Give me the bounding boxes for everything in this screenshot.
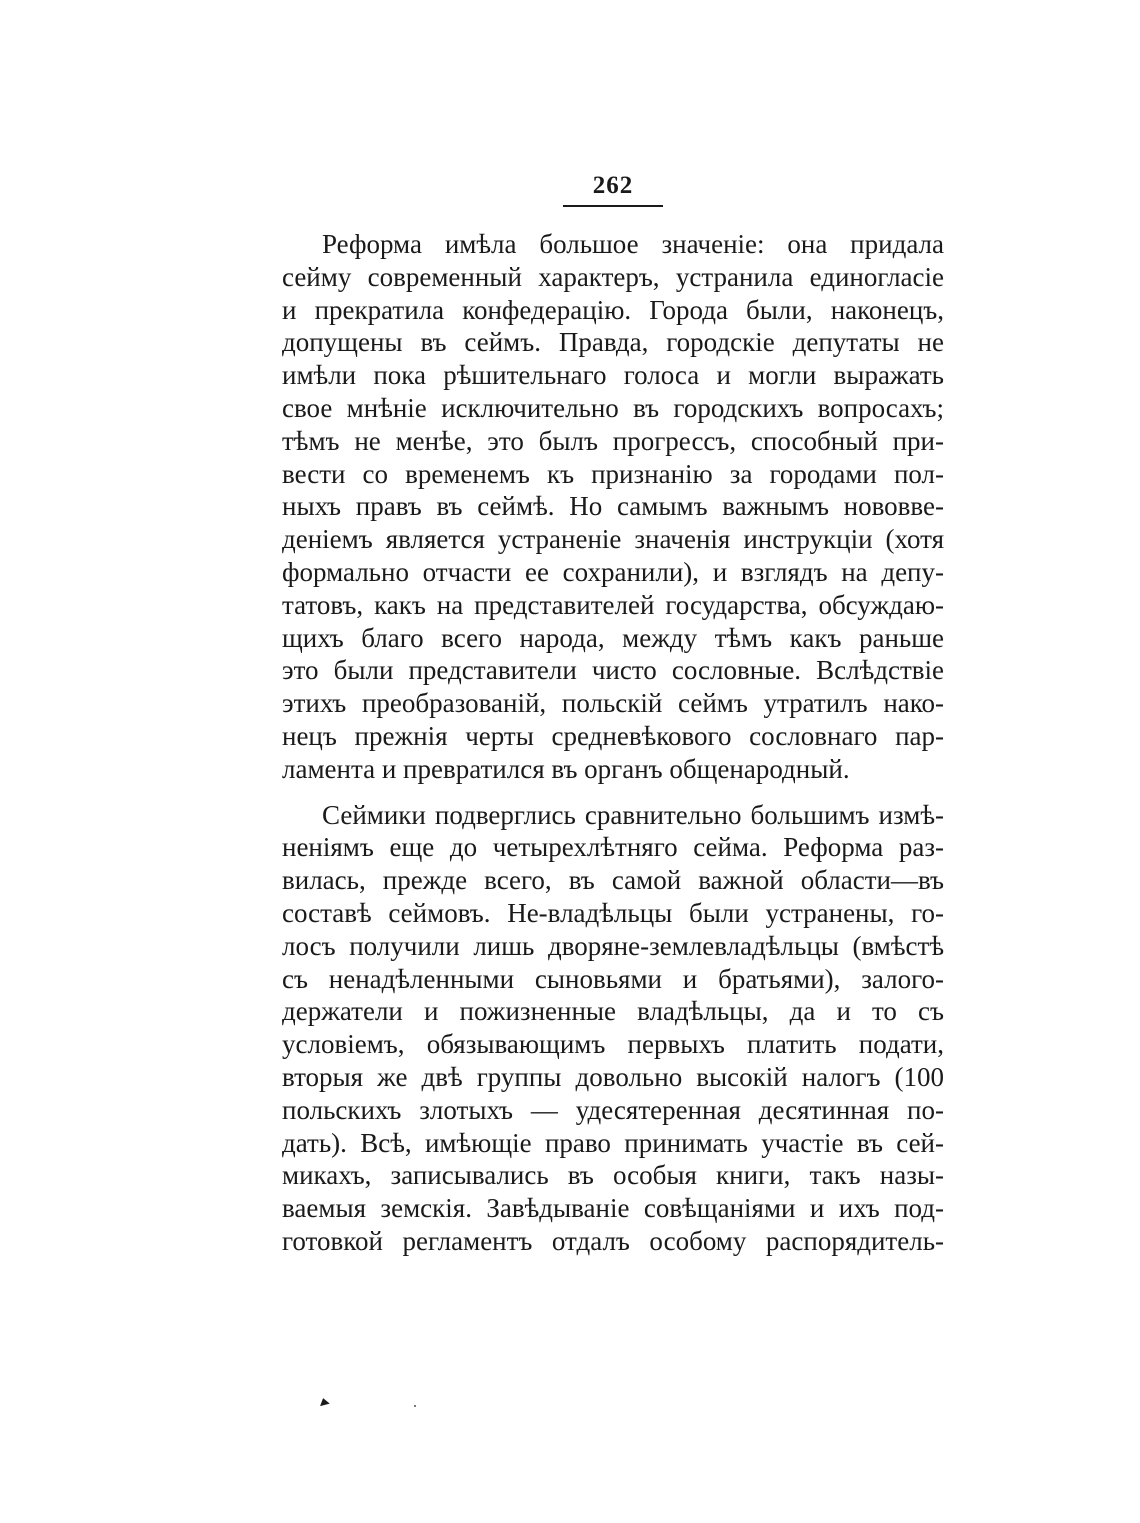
text-line: составѣ сеймовъ. Не-владѣльцы были устранены, го-	[282, 897, 944, 928]
paragraph	[282, 228, 944, 786]
text-line: условіемъ, обязывающимъ первыхъ платить подати,	[282, 1029, 944, 1060]
text-line: сейму современный характеръ, устранила единогласіе	[282, 261, 944, 292]
text-line: ваемыя земскія. Завѣдываніе совѣщаніями и ихъ под-	[282, 1193, 944, 1224]
text-line: формально отчасти ее сохранили), и взглядъ на депу-	[282, 556, 944, 587]
text-line: нецъ прежнія черты средневѣкового сословнаго пар-	[282, 720, 944, 751]
page-number-rule	[563, 205, 663, 207]
text-line: имѣли пока рѣшительнаго голоса и могли выражать	[282, 360, 944, 391]
text-line: микахъ, записывались въ особыя книги, такъ назы-	[282, 1160, 944, 1191]
text-line: татовъ, какъ на представителей государства, обсуждаю-	[282, 589, 944, 620]
text-line: свое мнѣніе исключительно въ городскихъ вопросахъ;	[282, 392, 944, 423]
text-line: держатели и пожизненные владѣльцы, да и то съ	[282, 996, 944, 1027]
paragraph	[282, 799, 944, 1258]
text-line: съ ненадѣленными сыновьями и братьями), залого-	[282, 963, 944, 994]
scan-artifact-dot	[414, 1405, 416, 1407]
text-line: ныхъ правъ въ сеймѣ. Но самымъ важнымъ нововве-	[282, 491, 944, 522]
text-line: готовкой регламентъ отдалъ особому распорядитель-	[282, 1225, 944, 1256]
text-line: вилась, прежде всего, въ самой важной области—въ	[282, 865, 944, 896]
text-line: деніемъ является устраненіе значенія инструкціи (хотя	[282, 524, 944, 555]
body-text	[282, 228, 944, 1258]
text-line: вести со временемъ къ признанію за городами пол-	[282, 458, 944, 489]
text-line: ламента и превратился въ органъ общенародный.	[282, 753, 850, 784]
page-number: 262	[592, 172, 634, 199]
text-line: допущены въ сеймъ. Правда, городскіе депутаты не	[282, 327, 944, 358]
scan-artifact-mark	[318, 1397, 329, 1406]
text-line: неніямъ еще до четырехлѣтняго сейма. Реформа раз-	[282, 832, 944, 863]
text-line: лосъ получили лишь дворяне-землевладѣльцы (вмѣстѣ	[282, 930, 944, 961]
text-line: тѣмъ не менѣе, это былъ прогрессъ, способный при-	[282, 425, 944, 456]
text-line: это были представители чисто сословные. Вслѣдствіе	[282, 655, 944, 686]
text-line: этихъ преобразованій, польскій сеймъ утратилъ нако-	[282, 688, 944, 719]
text-line: Реформа имѣла большое значеніе: она придала	[322, 229, 944, 259]
text-line: вторыя же двѣ группы довольно высокій налогъ (100	[282, 1061, 944, 1092]
paragraph-gap	[282, 786, 944, 799]
text-line: щихъ благо всего народа, между тѣмъ какъ раньше	[282, 622, 944, 653]
text-line: Сеймики подверглись сравнительно большимъ измѣ-	[322, 799, 944, 830]
text-line: дать). Всѣ, имѣющіе право принимать участіе въ сей-	[282, 1127, 944, 1158]
text-line: и прекратила конфедерацію. Города были, наконецъ,	[282, 294, 944, 325]
text-line: польскихъ злотыхъ — удесятеренная десятинная по-	[282, 1094, 944, 1125]
